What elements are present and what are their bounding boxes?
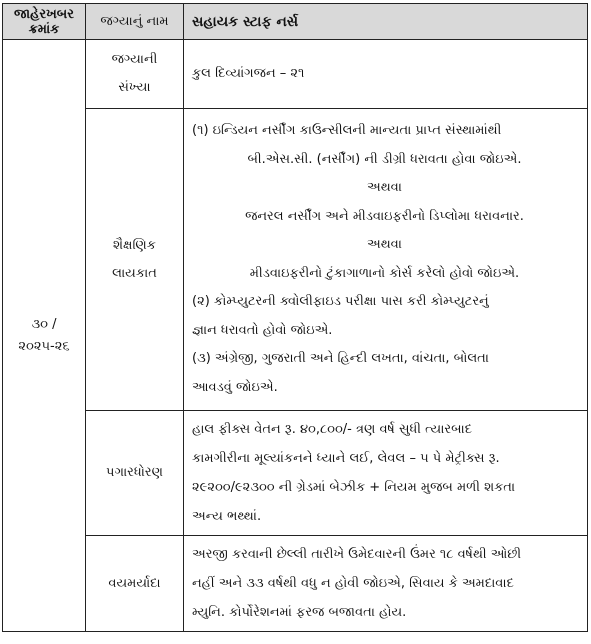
education-line: (૩) અંગ્રેજી, ગુજરાતી અને હિન્દી લખતા, વાંચતા, બોલતા (192, 351, 489, 366)
ad-number-cell (3, 40, 86, 632)
education-line: જ્ઞાન ધરાવતો હોવો જોઇએ. (192, 322, 333, 338)
education-line: મીડવાઇફરીનો ટુંકાગાળાનો કોર્સ કરેલો હોવો જોઇએ. (249, 265, 520, 281)
education-line: બી.એસ.સી. (નર્સીંગ) ની ડીગ્રી ધરાવતા હોવા જોઇએ. (247, 151, 522, 167)
pay-scale-line: અન્ય ભથ્થાં. (192, 509, 262, 524)
age-limit-line: નહીં અને ૩૩ વર્ષથી વધુ ન હોવી જોઇએ, સિવાય કે અમદાવાદ (192, 576, 514, 591)
education-or-line: અથવા (367, 180, 402, 195)
age-limit-row (3, 536, 588, 632)
post-count-value: કુલ દિવ્યાંગજન – ૨૧ (184, 40, 588, 109)
education-or-line: અથવા (367, 237, 402, 252)
pay-scale-row (3, 411, 588, 536)
age-limit-value (184, 536, 588, 632)
education-line: જનરલ નર્સીંગ અને મીડવાઇફરીનો ડિપ્લોમા ધરાવનાર. (245, 208, 524, 224)
age-limit-line: મ્યુનિ. કોર્પોરેશનમાં ફરજ બજાવતા હોય. (192, 605, 407, 620)
post-name-header: જગ્યાનું નામ (86, 4, 184, 40)
education-row (3, 109, 588, 411)
pay-scale-line: કામગીરીના મૂલ્યાંકનને ધ્યાને લઈ, લેવલ – ૫ પે મેટ્રીક્સ રૂ. (192, 451, 500, 466)
education-label (86, 109, 184, 411)
ad-number-header-line2: ક્રમાંક (28, 21, 60, 37)
post-count-row (3, 40, 588, 109)
pay-scale-line: હાલ ફીક્સ વેતન રૂ. ૪૦,૮૦૦/- ત્રણ વર્ષ સુધી ત્યારબાદ (192, 422, 473, 437)
ad-number-header-line1: જાહેરખબર (14, 6, 74, 22)
education-value (184, 109, 588, 411)
pay-scale-value (184, 411, 588, 536)
pay-scale-label: પગારધોરણ (86, 411, 184, 536)
ad-number-header (3, 4, 86, 40)
education-line: (૧) ઇન્ડિયન નર્સીંગ કાઉન્સીલની માન્યતા પ્રાપ્ત સંસ્થામાંથી (192, 123, 502, 138)
age-limit-line: અરજી કરવાની છેલ્લી તારીખે ઉમેદવારની ઉંમર ૧૮ વર્ષથી ઓછી (192, 547, 522, 562)
header-row (3, 4, 588, 40)
education-label-line1: શૈક્ષણિક (113, 237, 156, 253)
pay-scale-line: ૨૯૨૦૦/૯૨૩૦૦ ની ગ્રેડમાં બેઝીક + નિયમ મુજબ મળી શકતા (192, 480, 516, 495)
post-count-label-line2: સંખ્યા (118, 80, 151, 95)
age-limit-label: વયમર્યાદા (86, 536, 184, 632)
education-line: (૨) કોમ્પ્યુટરની ક્વોલીફાઇડ પરીક્ષા પાસ કરી કોમ્પ્યુટરનું (192, 294, 489, 309)
ad-number-line1: ૩૦ / (31, 316, 57, 332)
recruitment-table (2, 3, 588, 632)
post-count-label-line1: જગ્યાની (111, 52, 158, 67)
ad-number-line2: ૨૦૨૫-૨૬ (18, 338, 70, 354)
education-line: આવડવું જોઇએ. (192, 379, 278, 395)
post-count-label (86, 40, 184, 109)
education-label-line2: લાયકાત (112, 265, 157, 281)
post-title: સહાયક સ્ટાફ નર્સ (184, 4, 588, 40)
